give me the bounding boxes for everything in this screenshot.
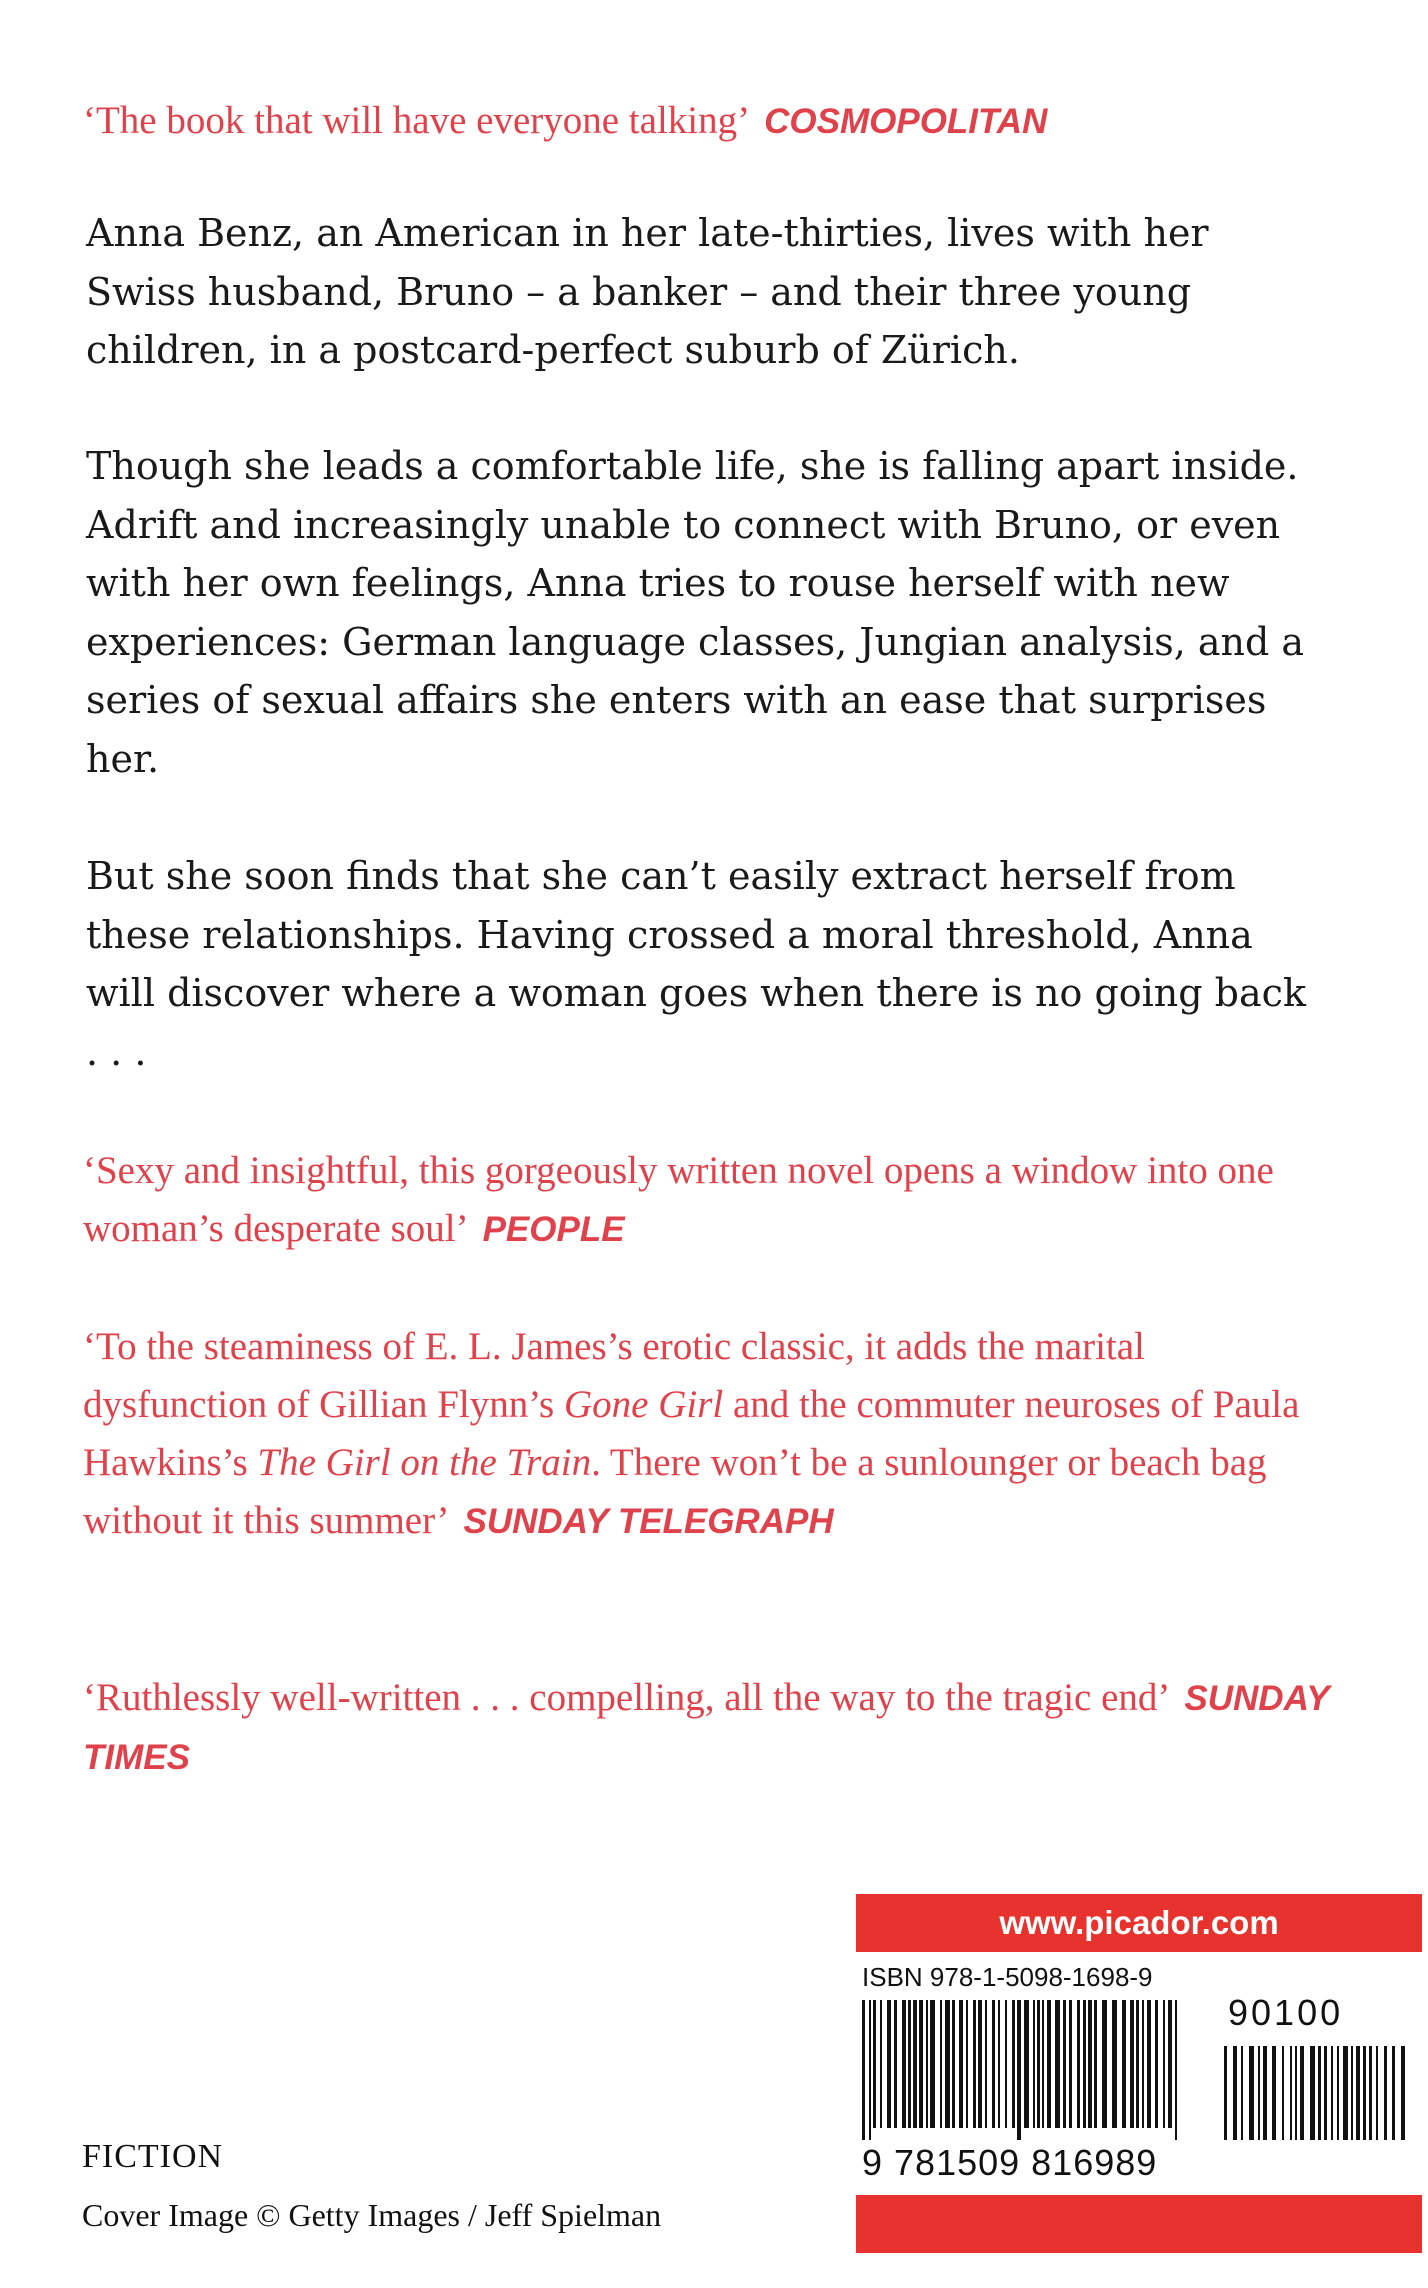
barcode-addon-bar: [1351, 2046, 1353, 2140]
barcode-bar: [908, 2000, 911, 2128]
barcode-bar: [869, 2000, 871, 2140]
barcode-addon-bar: [1356, 2046, 1360, 2140]
barcode-addon-bar: [1318, 2046, 1321, 2140]
isbn-label: ISBN 978-1-5098-1698-9: [862, 1962, 1153, 1992]
barcode-bar: [1102, 2000, 1107, 2128]
quote-source: PEOPLE: [482, 1210, 625, 1249]
barcode-bar: [966, 2000, 968, 2128]
barcode-bar: [926, 2000, 928, 2128]
barcode-bar: [919, 2000, 923, 2128]
book-title: Gone Girl: [564, 1383, 724, 1426]
barcode-addon-bar: [1272, 2046, 1276, 2140]
barcode-number: 9 781509 816989: [862, 2142, 1158, 2183]
barcode-bar: [1012, 2000, 1015, 2128]
barcode-bar: [887, 2000, 891, 2128]
barcode-bar: [1083, 2000, 1086, 2128]
barcode-addon-bar: [1300, 2046, 1304, 2140]
barcode-bar: [1037, 2000, 1040, 2128]
barcode-addon-bar: [1343, 2046, 1348, 2140]
barcode-addon-bar: [1324, 2046, 1327, 2140]
barcode-bar: [1063, 2000, 1066, 2128]
barcode-bar: [973, 2000, 976, 2128]
barcode-addon-bar: [1369, 2046, 1372, 2140]
barcode-addon-bar: [1290, 2046, 1292, 2140]
barcode-bar: [1094, 2000, 1097, 2128]
genre-label: FICTION: [82, 2138, 224, 2175]
barcode-bar: [1175, 2000, 1177, 2140]
barcode-bar: [1163, 2000, 1165, 2128]
barcode-bar: [880, 2000, 882, 2128]
barcode-bar: [940, 2000, 942, 2128]
barcode-bar: [1069, 2000, 1072, 2128]
barcode-bar: [1168, 2000, 1172, 2128]
barcode-bar: [902, 2000, 906, 2128]
price-code: 90100: [1228, 1992, 1344, 2033]
barcode-bar: [1077, 2000, 1080, 2128]
barcode-bar: [1130, 2000, 1134, 2128]
barcode-bar: [862, 2000, 865, 2140]
barcode-bar: [1112, 2000, 1117, 2128]
review-quote-3: ‘To the steaminess of E. L. James’s erotic classic, it adds the marital dysfunction of Gillian Flynn’s Gone Girl and the commuter neuroses of Paula Hawkins’s The Girl on the Train. There won’t be a sunlounger or beach bag without it this summer’ SUNDAY TELEGRAPH: [83, 1325, 1300, 1542]
barcode-bar: [1155, 2000, 1158, 2128]
barcode-bar: [1122, 2000, 1126, 2128]
quote-source: SUNDAY TIMES: [83, 1679, 1329, 1777]
barcode-addon-bar: [1331, 2046, 1333, 2140]
barcode-bar: [930, 2000, 935, 2128]
barcode-bar: [978, 2000, 982, 2128]
barcode-bar: [1088, 2000, 1092, 2128]
blurb-paragraph-2: Though she leads a comfortable life, she is falling apart inside. Adrift and increasingly unable to connect with Bruno, or even with her own feelings, Anna tries to rouse herself with new experiences: German language classes, Jungian analysis, and a series of sexual affairs she enters with an ease that surprises her.: [86, 444, 1305, 781]
barcode-addon-bar: [1263, 2046, 1267, 2140]
barcode-bar: [1042, 2000, 1044, 2128]
barcode-bar: [959, 2000, 963, 2128]
barcode-addon-bar: [1233, 2046, 1237, 2140]
barcode-addon-bar: [1384, 2046, 1387, 2140]
barcode-addon-bar: [1295, 2046, 1297, 2140]
review-quote-4: ‘Ruthlessly well-written . . . compelling, all the way to the tragic end’ SUNDAY TIMES: [83, 1676, 1329, 1777]
review-quote-1: ‘The book that will have everyone talking’ COSMOPOLITAN: [83, 99, 1048, 142]
barcode-addon-bar: [1282, 2046, 1284, 2140]
barcode-addon-bar: [1363, 2046, 1366, 2140]
barcode-addon-bar: [1249, 2046, 1254, 2140]
barcode-bar: [998, 2000, 1000, 2128]
barcode-bar: [1005, 2000, 1007, 2128]
bottom-red-bar: [856, 2195, 1422, 2253]
barcode-addon-bar: [1337, 2046, 1339, 2140]
barcode-bar: [873, 2000, 876, 2128]
blurb-paragraph-1: Anna Benz, an American in her late-thirties, lives with her Swiss husband, Bruno – a banker – and their three young children, in a postcard-perfect suburb of Zürich.: [86, 211, 1209, 372]
barcode-addon-bar: [1376, 2046, 1378, 2140]
barcode-bar: [1024, 2000, 1029, 2128]
barcode-bar: [1017, 2000, 1021, 2140]
barcode-bar: [1033, 2000, 1035, 2128]
barcode-addon-bar: [1258, 2046, 1260, 2140]
barcode-addon-bar: [1392, 2046, 1395, 2140]
book-title: The Girl on the Train: [257, 1441, 592, 1484]
blurb-paragraph-3: But she soon finds that she can’t easily extract herself from these relationships. Having crossed a moral threshold, Anna will discover where a woman goes when there is no going back . . .: [86, 854, 1306, 1074]
barcode-addon-bar: [1241, 2046, 1243, 2140]
review-quote-2: ‘Sexy and insightful, this gorgeously written novel opens a window into one woman’s desperate soul’ PEOPLE: [83, 1149, 1274, 1250]
barcode-bar: [1047, 2000, 1051, 2128]
cover-credit: Cover Image © Getty Images / Jeff Spielman: [82, 2197, 662, 2233]
barcode-bar: [992, 2000, 995, 2128]
quote-source: SUNDAY TELEGRAPH: [463, 1502, 834, 1541]
barcode-bar: [952, 2000, 955, 2128]
barcode-bar: [913, 2000, 917, 2128]
barcode-addon-bar: [1224, 2046, 1227, 2140]
barcode-addon-bar: [1401, 2046, 1405, 2140]
barcode-bar: [1055, 2000, 1060, 2128]
publisher-url: www.picador.com: [856, 1894, 1422, 1952]
barcode-bar: [985, 2000, 987, 2128]
barcode-bar: [1136, 2000, 1139, 2128]
barcode-bar: [894, 2000, 897, 2128]
barcode-bar: [945, 2000, 950, 2128]
barcode-bar: [1147, 2000, 1151, 2128]
quote-source: COSMOPOLITAN: [764, 102, 1048, 141]
barcode-addon-bar: [1310, 2046, 1315, 2140]
barcode-bar: [1142, 2000, 1144, 2128]
